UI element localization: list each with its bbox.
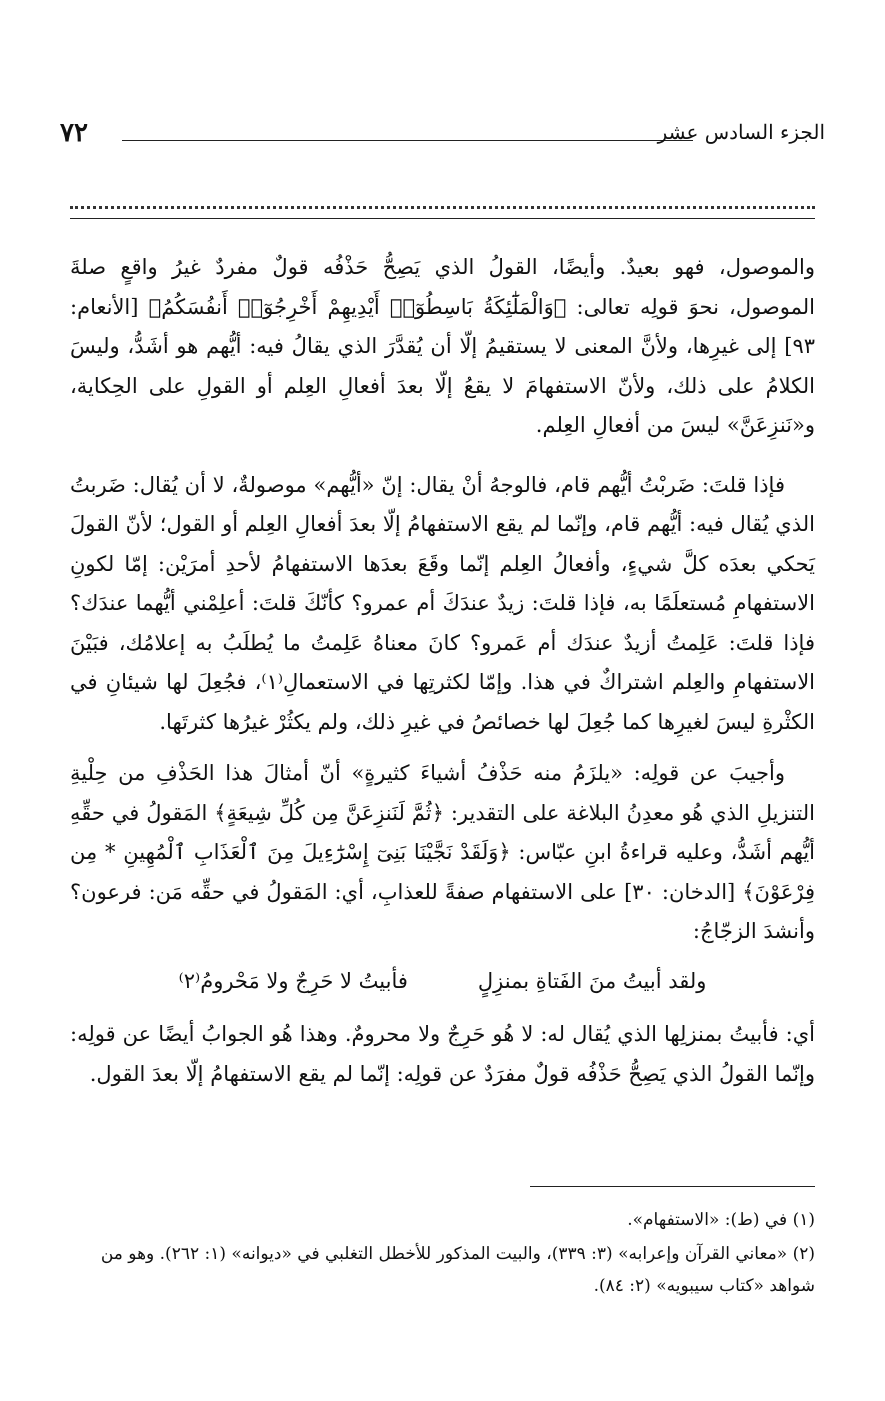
header-rule (122, 140, 693, 141)
verse-second-hemistich: فأبيتُ لا حَرِجٌ ولا مَحْرومُ⁽٢⁾ (178, 968, 408, 993)
footnotes (70, 1204, 815, 1304)
footnote-2: (٢) «معاني القرآن وإعرابه» (٣: ٣٣٩)، والبيت المذكور للأخطل التغلبي في «ديوانه» (١: ٢٦٢). وهو من شواهد «كتاب سيبويه» (٢: ٨٤). (100, 1244, 815, 1296)
solid-divider (70, 218, 815, 219)
poetry-verse (70, 962, 815, 1002)
dotted-divider (70, 206, 815, 209)
volume-title: الجزء السادس عشر (657, 120, 825, 144)
paragraph-2: فإذا قلتَ: ضَربْتُ أيُّهم قام، فالوجهُ أنْ يقال: إنّ «أيُّهم» موصولةٌ، لا أن يُقال: ضَربتُ الذي يُقال فيه: أيُّهم قام، وإنّما لم يقع الاستفهامُ إلّا بعدَ أفعالِ العِلم أو القول؛ لأنّ القولَ يَحكي بعدَه كلَّ شيءٍ، وأفعالُ العِلم إنّما وقَعَ بعدَها الاستفهامُ لأحدِ أمرَيْن: إمّا لكونِ الاستفهامِ مُستعلَمًا به، فإذا قلتَ: زيدٌ عندَكَ أم عمرو؟ كأنّكَ قلتَ: أعلِمْني أيُّهما عندَك؟ فإذا قلتَ: عَلِمتُ أزيدٌ عندَك أم عَمرو؟ كانَ معناهُ عَلِمتُ ما يُطلَبُ به إعلامُك، فبَيْنَ الاستفهامِ والعِلم اشتراكٌ في هذا. وإمّا لكثرتِها في الاستعمالِ⁽١⁾، فجُعِلَ لها شيئانِ في الكثْرةِ ليسَ لغيرِها كما جُعِلَ لها خصائصُ في غيرِ ذلك، ولم يكثُرْ غيرُها كثرتَها. (70, 472, 816, 734)
page-number: ٧٢ (60, 118, 88, 148)
verse-first-hemistich: ولقد أبيتُ منَ الفَتاةِ بمنزِلٍ (477, 968, 707, 993)
page-header (60, 118, 825, 158)
main-text (70, 248, 815, 1094)
footnote-1: (١) في (ط): «الاستفهام». (627, 1210, 815, 1230)
paragraph-4: أي: فأبيتُ بمنزلِها الذي يُقال له: لا هُو حَرِجٌ ولا محرومٌ. وهذا هُو الجوابُ أيضًا عن قولِه: وإنّما القولُ الذي يَصِحُّ حَذْفُه قولٌ مفرَدٌ عن قولِه: إنّما لم يقع الاستفهامُ إلّا بعدَ القول. (70, 1022, 815, 1086)
paragraph-3: وأجيبَ عن قولِه: «يلزَمُ منه حَذْفُ أشياءَ كثيرةٍ» أنّ أمثالَ هذا الحَذْفِ من حِلْيةِ التنزيلِ الذي هُو معدِنُ البلاغة على التقدير: ﴿ثُمَّ لَنَنزِعَنَّ مِن كُلِّ شِيعَةٍ﴾ المَقولُ في حقِّهِ أيُّهم أشَدُّ، وعليه قراءةُ ابنِ عبّاس: ﴿وَلَقَدْ نَجَّيْنَا بَنِىٓ إِسْرَٰٓءِيلَ مِنَ ٱلْعَذَابِ ٱلْمُهِينِ * مِن فِرْعَوْنَ﴾ [الدخان: ٣٠] على الاستفهام صفةً للعذابِ، أي: المَقولُ في حقِّه مَن: فرعون؟ وأنشدَ الزجّاجُ: (70, 761, 815, 943)
footnote-rule (530, 1186, 815, 1187)
paragraph-1: والموصول، فهو بعيدٌ. وأيضًا، القولُ الذي يَصِحُّ حَذْفُه قولٌ مفردٌ غيرُ واقعٍ صلةَ الموصول، نحوَ قولِه تعالى: ﴿وَالْمَلَٰٓئِكَةُ بَاسِطُوٓا۟ أَيْدِيهِمْ أَخْرِجُوٓا۟ أَنفُسَكُمُ﴾ [الأنعام: ٩٣] إلى غيرِها، ولأنَّ المعنى لا يستقيمُ إلّا أن يُقدَّرَ الذي يقالُ فيه: أيُّهم هو أشَدُّ، وليسَ الكلامُ على ذلك، ولأنّ الاستفهامَ لا يقعُ إلّا بعدَ أفعالِ العِلم أو القولِ على الحِكاية، و«نَنزِعَنَّ» ليسَ من أفعالِ العِلم. (70, 255, 815, 437)
